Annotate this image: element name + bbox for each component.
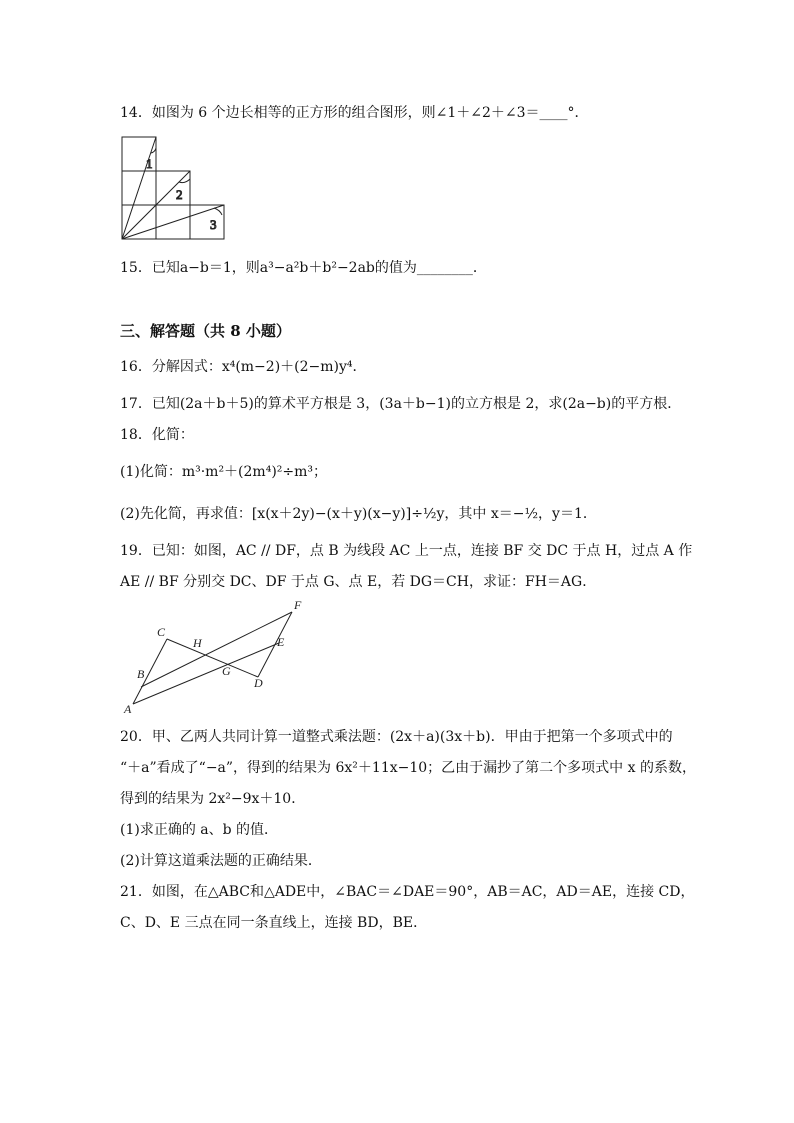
- question-19-line-1: 19．已知：如图，AC // DF，点 B 为线段 AC 上一点，连接 BF 交 DC 于点 H，过点 A 作: [120, 543, 693, 559]
- q14-angle-2-label: 2: [176, 187, 183, 202]
- question-15: 15．已知a−b＝1，则a³−a²b＋b²−2ab的值为________．: [120, 260, 487, 276]
- question-20-part-2: (2)计算这道乘法题的正确结果．: [120, 853, 322, 869]
- q19-label-b: B: [137, 667, 145, 681]
- question-18-part-1: (1)化简：m³·m²＋(2m⁴)²÷m³；: [120, 464, 328, 480]
- q19-label-h: H: [193, 636, 202, 650]
- question-21-line-1: 21．如图，在△ABC和△ADE中，∠BAC＝∠DAE＝90°，AB＝AC，AD＝AE，连接 CD，: [120, 884, 695, 900]
- q19-label-c: C: [157, 625, 166, 639]
- q19-label-g: G: [222, 664, 231, 678]
- q19-label-e: E: [277, 635, 285, 649]
- question-14: 14．如图为 6 个边长相等的正方形的组合图形，则∠1＋∠2＋∠3＝____°．: [120, 105, 589, 121]
- question-21-line-2: C、D、E 三点在同一条直线上，连接 BD，BE．: [120, 915, 428, 931]
- question-16: 16．分解因式：x⁴(m−2)＋(2−m)y⁴．: [120, 359, 367, 375]
- question-18-part-2: (2)先化简，再求值：[x(x＋2y)−(x＋y)(x−y)]÷½y，其中 x＝−½，y＝1．: [120, 506, 597, 522]
- q19-label-d: D: [254, 676, 263, 690]
- q19-label-f: F: [294, 598, 302, 612]
- question-17: 17．已知(2a＋b＋5)的算术平方根是 3，(3a＋b−1)的立方根是 2，求(2a−b)的平方根．: [120, 396, 682, 412]
- q14-angle-3-label: 3: [210, 217, 217, 232]
- q14-angle-1-label: 1: [146, 156, 153, 171]
- question-20-line-1: 20．甲、乙两人共同计算一道整式乘法题：(2x＋a)(3x＋b)．甲由于把第一个多项式中的: [120, 729, 673, 745]
- question-20-part-1: (1)求正确的 a、b 的值．: [120, 822, 279, 838]
- q19-label-a: A: [124, 702, 132, 716]
- question-18-title: 18．化简：: [120, 427, 194, 443]
- question-20-line-3: 得到的结果为 2x²−9x＋10．: [120, 791, 306, 807]
- section-3-title: 三、解答题（共 8 小题）: [120, 322, 291, 340]
- question-19-line-2: AE // BF 分别交 DC、DF 于点 G、点 E，若 DG＝CH，求证：FH＝AG．: [120, 574, 597, 590]
- question-20-line-2: “＋a”看成了“−a”，得到的结果为 6x²＋11x−10；乙由于漏抄了第二个多项式中 x 的系数，: [120, 760, 696, 776]
